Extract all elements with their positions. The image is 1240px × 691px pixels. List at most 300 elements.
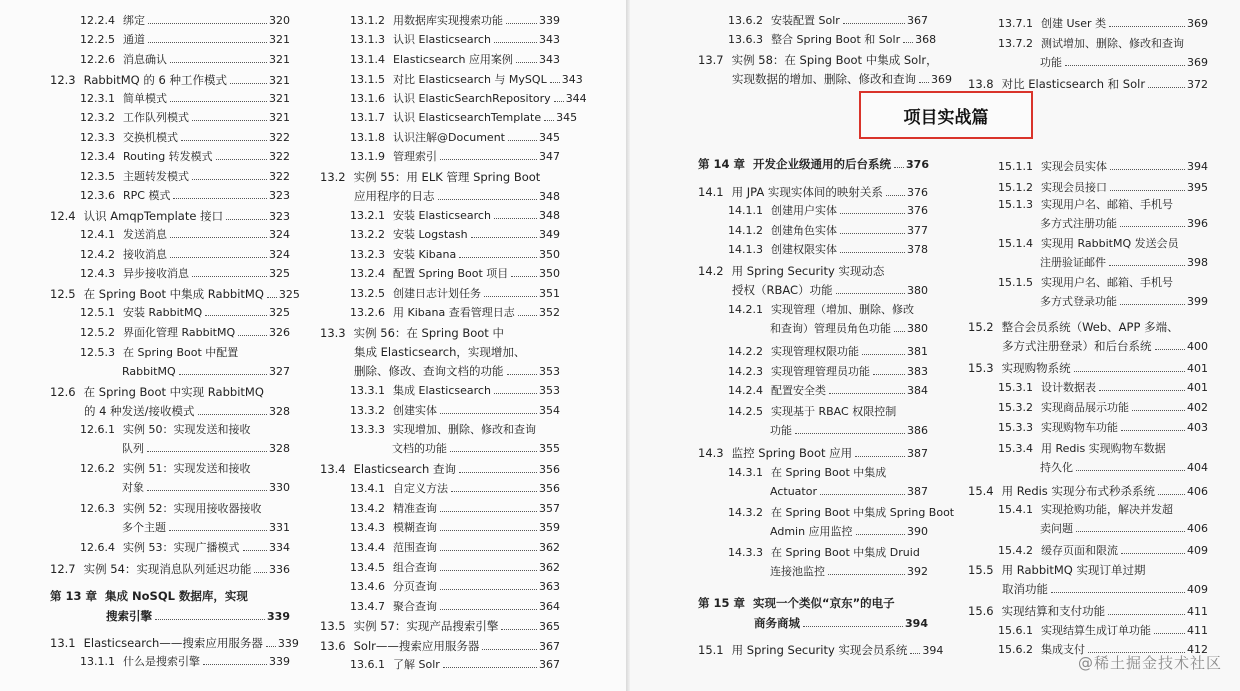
toc-entry — [350, 33, 560, 47]
toc-number: 12.3.6 — [80, 189, 115, 202]
toc-entry — [80, 267, 290, 281]
toc-entry — [968, 361, 1208, 376]
toc-entry — [728, 345, 928, 359]
toc-title: 配置安全类 — [771, 384, 826, 397]
toc-page-number: 402 — [1187, 401, 1208, 414]
dot-leader — [471, 237, 537, 238]
toc-title: 整合 Spring Boot 和 Solr — [771, 33, 901, 46]
toc-number: 13.7 — [698, 53, 724, 67]
dot-leader — [1120, 226, 1185, 227]
toc-entry-continued — [106, 609, 290, 624]
toc-page-number: 347 — [539, 150, 560, 163]
toc-entry — [350, 267, 560, 281]
toc-page-number: 345 — [556, 111, 578, 124]
toc-entry — [320, 639, 560, 654]
toc-entry — [80, 502, 290, 516]
toc-number: 13.8 — [968, 77, 994, 91]
dot-leader — [1099, 390, 1185, 391]
toc-entry-continued — [1040, 461, 1208, 475]
toc-page-number: 334 — [269, 541, 290, 554]
dot-leader — [147, 490, 267, 491]
toc-number: 12.3.5 — [80, 170, 115, 183]
toc-entry — [728, 365, 928, 379]
toc-entry — [728, 466, 928, 480]
toc-entry — [350, 131, 560, 145]
dot-leader — [254, 572, 267, 573]
toc-page-number: 384 — [907, 384, 928, 397]
toc-title: 简单模式 — [123, 92, 167, 105]
toc-page-number: 353 — [539, 365, 560, 378]
toc-entry-continued — [1040, 217, 1208, 231]
dot-leader — [855, 456, 905, 457]
toc-number: 14.1.1 — [728, 204, 763, 217]
toc-page-number: 352 — [539, 306, 560, 319]
toc-title: 绑定 — [123, 14, 145, 27]
toc-entry — [80, 92, 290, 106]
dot-leader — [243, 550, 268, 551]
toc-title: 集成 NoSQL 数据库，实现 — [105, 589, 248, 603]
toc-entry — [998, 181, 1208, 195]
toc-title: 在 Spring Boot 中集成 Spring Boot — [771, 506, 955, 519]
toc-number: 13.4.1 — [350, 482, 385, 495]
toc-page-number: 320 — [269, 14, 290, 27]
toc-number: 13.3.3 — [350, 423, 385, 436]
dot-leader — [440, 530, 537, 531]
toc-page-number: 394 — [905, 617, 928, 630]
toc-entry-continued — [84, 404, 290, 419]
toc-entry — [80, 346, 290, 360]
toc-number: 15.3.2 — [998, 401, 1033, 414]
toc-title: 实例 53：实现广播模式 — [123, 541, 240, 554]
toc-title: 精准查询 — [393, 502, 437, 515]
toc-number: 13.1.9 — [350, 150, 385, 163]
watermark: @稀土掘金技术社区 — [1077, 654, 1222, 672]
toc-page-number: 355 — [539, 442, 560, 455]
toc-entry — [80, 306, 290, 320]
toc-number: 12.6 — [50, 385, 76, 399]
toc-title: Elasticsearch 查询 — [353, 462, 456, 476]
toc-number: 12.6.4 — [80, 541, 115, 554]
toc-page-number: 378 — [907, 243, 928, 256]
dot-leader — [192, 120, 267, 121]
toc-entry — [998, 381, 1208, 395]
dot-leader — [894, 331, 905, 332]
toc-number: 15.1.3 — [998, 198, 1033, 211]
dot-leader — [840, 213, 905, 214]
toc-title: 模糊查询 — [393, 521, 437, 534]
toc-entry-continued — [754, 616, 928, 631]
toc-title: 实现结算和支付功能 — [1001, 604, 1106, 618]
toc-page-number: 367 — [907, 14, 928, 27]
toc-number: 15.1.4 — [998, 237, 1033, 250]
toc-entry-continued — [1040, 295, 1208, 309]
dot-leader — [1148, 87, 1185, 88]
toc-number: 13.2.6 — [350, 306, 385, 319]
toc-number: 14.1.3 — [728, 243, 763, 256]
dot-leader — [494, 393, 537, 394]
dot-leader — [910, 653, 920, 654]
toc-number: 12.3.3 — [80, 131, 115, 144]
toc-number: 13.1.5 — [350, 73, 385, 86]
toc-page-number: 411 — [1187, 605, 1208, 618]
toc-title: 消息确认 — [123, 53, 167, 66]
toc-number: 12.3.2 — [80, 111, 115, 124]
toc-page-number: 336 — [269, 563, 290, 576]
toc-number: 13.6 — [320, 639, 346, 653]
dot-leader — [1110, 190, 1185, 191]
toc-number: 12.6.2 — [80, 462, 115, 475]
toc-entry — [80, 655, 290, 669]
toc-page-number: 386 — [907, 424, 928, 437]
toc-title: 搜索引擎 — [106, 609, 152, 623]
part-banner: 项目实战篇 — [859, 91, 1033, 139]
toc-number: 14.3.2 — [728, 506, 763, 519]
toc-title: 创建权限实体 — [771, 243, 837, 256]
toc-title: 设计数据表 — [1041, 381, 1096, 394]
toc-title: 集成 Elasticsearch — [393, 384, 491, 397]
toc-entry — [50, 73, 290, 88]
toc-page-number: 367 — [539, 640, 560, 653]
toc-entry — [698, 643, 944, 658]
toc-page-number: 365 — [539, 620, 560, 633]
toc-number: 13.3.1 — [350, 384, 385, 397]
dot-leader — [147, 451, 267, 452]
toc-page-number: 321 — [269, 92, 290, 105]
toc-page-number: 401 — [1187, 381, 1208, 394]
toc-entry — [80, 14, 290, 28]
toc-title: 对象 — [122, 481, 144, 494]
dot-leader — [1065, 65, 1185, 66]
dot-leader — [828, 574, 905, 575]
dot-leader — [238, 335, 267, 336]
toc-title: 用 Redis 实现购物车数据 — [1041, 442, 1166, 455]
toc-entry — [350, 92, 587, 106]
toc-page-number: 412 — [1187, 643, 1208, 656]
dot-leader — [267, 297, 277, 298]
toc-page-number: 323 — [269, 210, 290, 223]
toc-title: 实现会员接口 — [1041, 181, 1107, 194]
toc-number: 15.4.2 — [998, 544, 1033, 557]
dot-leader — [886, 195, 905, 196]
toc-entry — [350, 502, 560, 516]
toc-entry — [80, 423, 290, 437]
toc-title: 注册验证邮件 — [1040, 256, 1106, 269]
toc-number: 15.1.1 — [998, 160, 1033, 173]
toc-entry — [998, 421, 1208, 435]
dot-leader — [440, 589, 537, 590]
toc-title: 实现结算生成订单功能 — [1041, 624, 1151, 637]
dot-leader — [508, 140, 537, 141]
dot-leader — [840, 252, 905, 253]
toc-number: 15.6.1 — [998, 624, 1033, 637]
dot-leader — [170, 257, 267, 258]
toc-title: 安装配置 Solr — [771, 14, 840, 27]
toc-number: 13.6.2 — [728, 14, 763, 27]
toc-entry — [50, 385, 290, 399]
dot-leader — [843, 23, 905, 24]
toc-title: 整合会员系统（Web、APP 多端、 — [1001, 320, 1179, 334]
toc-page-number: 392 — [907, 565, 928, 578]
toc-page-number: 369 — [1187, 17, 1208, 30]
toc-page-number: 354 — [539, 404, 560, 417]
toc-page-number: 331 — [269, 521, 290, 534]
toc-title: 多个主题 — [122, 521, 166, 534]
toc-number: 13.1.2 — [350, 14, 385, 27]
toc-entry — [998, 198, 1208, 212]
toc-entry — [350, 404, 560, 418]
dot-leader — [170, 62, 267, 63]
dot-leader — [873, 374, 905, 375]
dot-leader — [230, 83, 267, 84]
toc-number: 12.3.4 — [80, 150, 115, 163]
dot-leader — [1110, 169, 1185, 170]
toc-title: 界面化管理 RabbitMQ — [123, 326, 236, 339]
toc-entry — [728, 14, 928, 28]
toc-title: 接收消息 — [123, 248, 167, 261]
toc-entry-continued — [122, 521, 290, 535]
toc-title: 认识 ElasticSearchRepository — [393, 92, 551, 105]
toc-title: 创建角色实体 — [771, 224, 837, 237]
toc-title: 配置 Spring Boot 项目 — [393, 267, 509, 280]
toc-title: 用 JPA 实现实体间的映射关系 — [731, 185, 883, 199]
toc-entry — [50, 589, 290, 603]
toc-title: 创建 User 类 — [1041, 17, 1107, 30]
toc-entry — [80, 248, 290, 262]
toc-entry — [80, 189, 290, 203]
toc-page-number: 322 — [269, 131, 290, 144]
toc-number: 14.2.2 — [728, 345, 763, 358]
toc-title: 异步接收消息 — [123, 267, 189, 280]
toc-title: 功能 — [1040, 56, 1062, 69]
toc-title: 实例 52：实现用接收器接收 — [123, 502, 262, 515]
toc-entry — [728, 243, 928, 257]
dot-leader — [494, 42, 537, 43]
toc-page-number: 351 — [539, 287, 560, 300]
toc-entry — [80, 170, 290, 184]
toc-entry — [728, 204, 928, 218]
toc-entry — [350, 228, 560, 242]
dot-leader — [1158, 494, 1185, 495]
toc-page-number: 356 — [539, 482, 560, 495]
toc-page-number: 322 — [269, 170, 290, 183]
toc-entry — [50, 636, 299, 651]
toc-page-number: 387 — [907, 485, 928, 498]
toc-number: 14.3.3 — [728, 546, 763, 559]
toc-entry — [80, 228, 290, 242]
toc-entry — [728, 224, 928, 238]
toc-title: 用数据库实现搜索功能 — [393, 14, 503, 27]
toc-entry-continued — [770, 525, 928, 539]
toc-page-number: 350 — [539, 267, 560, 280]
toc-title: 组合查询 — [393, 561, 437, 574]
toc-title: 在 Spring Boot 中集成 — [771, 466, 887, 479]
toc-title: 安装 Kibana — [393, 248, 457, 261]
toc-entry — [350, 306, 560, 320]
toc-page-number: 327 — [269, 365, 290, 378]
toc-number: 13.1.8 — [350, 131, 385, 144]
dot-leader — [516, 62, 537, 63]
toc-page-number: 362 — [539, 541, 560, 554]
toc-title: Solr——搜索应用服务器 — [353, 639, 480, 653]
toc-page-number: 325 — [269, 267, 290, 280]
toc-title: 用 Kibana 查看管理日志 — [393, 306, 515, 319]
toc-entry — [320, 619, 560, 634]
toc-entry — [698, 596, 928, 610]
toc-title: 实例 58：在 Sping Boot 中集成 Solr， — [731, 53, 938, 67]
toc-entry — [350, 384, 560, 398]
toc-number: 15.2 — [968, 320, 994, 334]
toc-page-number: 330 — [269, 481, 290, 494]
toc-title: 开发企业级通用的后台系统 — [753, 157, 892, 171]
toc-page-number: 362 — [539, 561, 560, 574]
toc-number: 15.3.1 — [998, 381, 1033, 394]
dot-leader — [820, 494, 905, 495]
toc-title: 对比 Elasticsearch 与 MySQL — [393, 73, 547, 86]
toc-page-number: 406 — [1187, 522, 1208, 535]
toc-number: 13.4.3 — [350, 521, 385, 534]
toc-number: 13.4 — [320, 462, 346, 476]
toc-title: 实现抢购功能，解决并发超 — [1041, 503, 1173, 516]
dot-leader — [205, 315, 267, 316]
toc-title: 实现会员实体 — [1041, 160, 1107, 173]
dot-leader — [840, 233, 905, 234]
toc-page-number: 350 — [539, 248, 560, 261]
toc-title: 取消功能 — [1002, 582, 1048, 596]
dot-leader — [1121, 430, 1185, 431]
dot-leader — [266, 646, 276, 647]
toc-number: 14.1 — [698, 185, 724, 199]
toc-entry — [998, 237, 1208, 251]
toc-page-number: 398 — [1187, 256, 1208, 269]
toc-number: 15.6 — [968, 604, 994, 618]
toc-page-number: 324 — [269, 228, 290, 241]
dot-leader — [803, 626, 903, 627]
dot-leader — [203, 664, 267, 665]
toc-number: 13.4.7 — [350, 600, 385, 613]
dot-leader — [494, 218, 537, 219]
toc-page-number: 376 — [906, 158, 929, 171]
toc-title: 实现商品展示功能 — [1041, 401, 1129, 414]
toc-page-number: 348 — [539, 190, 560, 203]
toc-entry-continued — [122, 442, 290, 456]
toc-page-number: 349 — [539, 228, 560, 241]
toc-title: Elasticsearch 应用案例 — [393, 53, 513, 66]
toc-entry — [998, 624, 1208, 638]
dot-leader — [438, 199, 538, 200]
toc-page-number: 387 — [907, 447, 928, 460]
toc-number: 14.2.5 — [728, 405, 763, 418]
toc-page-number: 328 — [269, 442, 290, 455]
toc-title: 实例 55：用 ELK 管理 Spring Boot — [353, 170, 541, 184]
toc-entry — [968, 604, 1208, 619]
toc-entry — [350, 248, 560, 262]
toc-title: 实现增加、删除、修改和查询 — [393, 423, 536, 436]
toc-title: 实现管理管理员功能 — [771, 365, 870, 378]
toc-page-number: 343 — [539, 33, 560, 46]
dot-leader — [451, 491, 537, 492]
toc-entry — [80, 541, 290, 555]
toc-title: 实现用 RabbitMQ 发送会员 — [1041, 237, 1179, 250]
toc-entry — [350, 423, 560, 437]
toc-title: 持久化 — [1040, 461, 1073, 474]
toc-number: 13.7.1 — [998, 17, 1033, 30]
toc-title: RPC 模式 — [123, 189, 171, 202]
toc-number: 12.5.1 — [80, 306, 115, 319]
dot-leader — [216, 159, 267, 160]
toc-title: 主题转发模式 — [123, 170, 189, 183]
toc-title: 认识注解@Document — [393, 131, 505, 144]
toc-number: 12.5 — [50, 287, 76, 301]
toc-entry — [80, 462, 290, 476]
toc-title: 文档的功能 — [392, 442, 447, 455]
toc-entry — [728, 33, 937, 47]
toc-title: 实现用户名、邮箱、手机号 — [1041, 276, 1173, 289]
dot-leader — [192, 276, 267, 277]
dot-leader — [856, 534, 905, 535]
toc-title: 实现管理（增加、删除、修改 — [771, 303, 914, 316]
toc-title: 队列 — [122, 442, 144, 455]
toc-number: 13.2.3 — [350, 248, 385, 261]
toc-title: 在 Spring Boot 中集成 RabbitMQ — [83, 287, 264, 301]
toc-entry — [50, 287, 300, 302]
toc-entry — [698, 185, 928, 200]
toc-number: 14.3.1 — [728, 466, 763, 479]
toc-entry — [350, 521, 560, 535]
toc-title: RabbitMQ — [122, 365, 176, 378]
toc-page-number: 380 — [907, 284, 928, 297]
toc-title: 集成支付 — [1041, 643, 1085, 656]
toc-number: 13.6.3 — [728, 33, 763, 46]
toc-entry — [350, 14, 560, 28]
toc-number: 13.3.2 — [350, 404, 385, 417]
toc-number: 13.1.6 — [350, 92, 385, 105]
toc-title: 连接池监控 — [770, 565, 825, 578]
toc-page-number: 353 — [539, 384, 560, 397]
toc-number: 12.2.5 — [80, 33, 115, 46]
dot-leader — [829, 393, 905, 394]
toc-number: 13.4.4 — [350, 541, 385, 554]
toc-page-number: 339 — [269, 655, 290, 668]
toc-page-number: 324 — [269, 248, 290, 261]
toc-number: 13.2.2 — [350, 228, 385, 241]
toc-number: 14.2 — [698, 264, 724, 278]
dot-leader — [506, 23, 537, 24]
toc-entry — [998, 37, 1208, 51]
toc-entry — [698, 157, 928, 172]
toc-title: Actuator — [770, 485, 817, 498]
toc-number: 13.3 — [320, 326, 346, 340]
toc-page-number: 376 — [907, 186, 928, 199]
toc-number: 12.4.2 — [80, 248, 115, 261]
toc-page-number: 383 — [907, 365, 928, 378]
toc-title: 安装 Elasticsearch — [393, 209, 491, 222]
dot-leader — [198, 414, 267, 415]
toc-number: 12.4.3 — [80, 267, 115, 280]
toc-title: 自定义方法 — [393, 482, 448, 495]
toc-title: 实例 54：实现消息队列延迟功能 — [83, 562, 252, 576]
toc-number: 13.1.4 — [350, 53, 385, 66]
dot-leader — [440, 570, 537, 571]
toc-title: 功能 — [770, 424, 792, 437]
toc-number: 15.3.3 — [998, 421, 1033, 434]
toc-number: 13.5 — [320, 619, 346, 633]
toc-entry — [80, 53, 290, 67]
toc-page-number: 321 — [269, 74, 290, 87]
toc-page-number: 348 — [539, 209, 560, 222]
toc-title: Admin 应用监控 — [770, 525, 853, 538]
dot-leader — [919, 82, 929, 83]
toc-entry-continued — [122, 481, 290, 495]
